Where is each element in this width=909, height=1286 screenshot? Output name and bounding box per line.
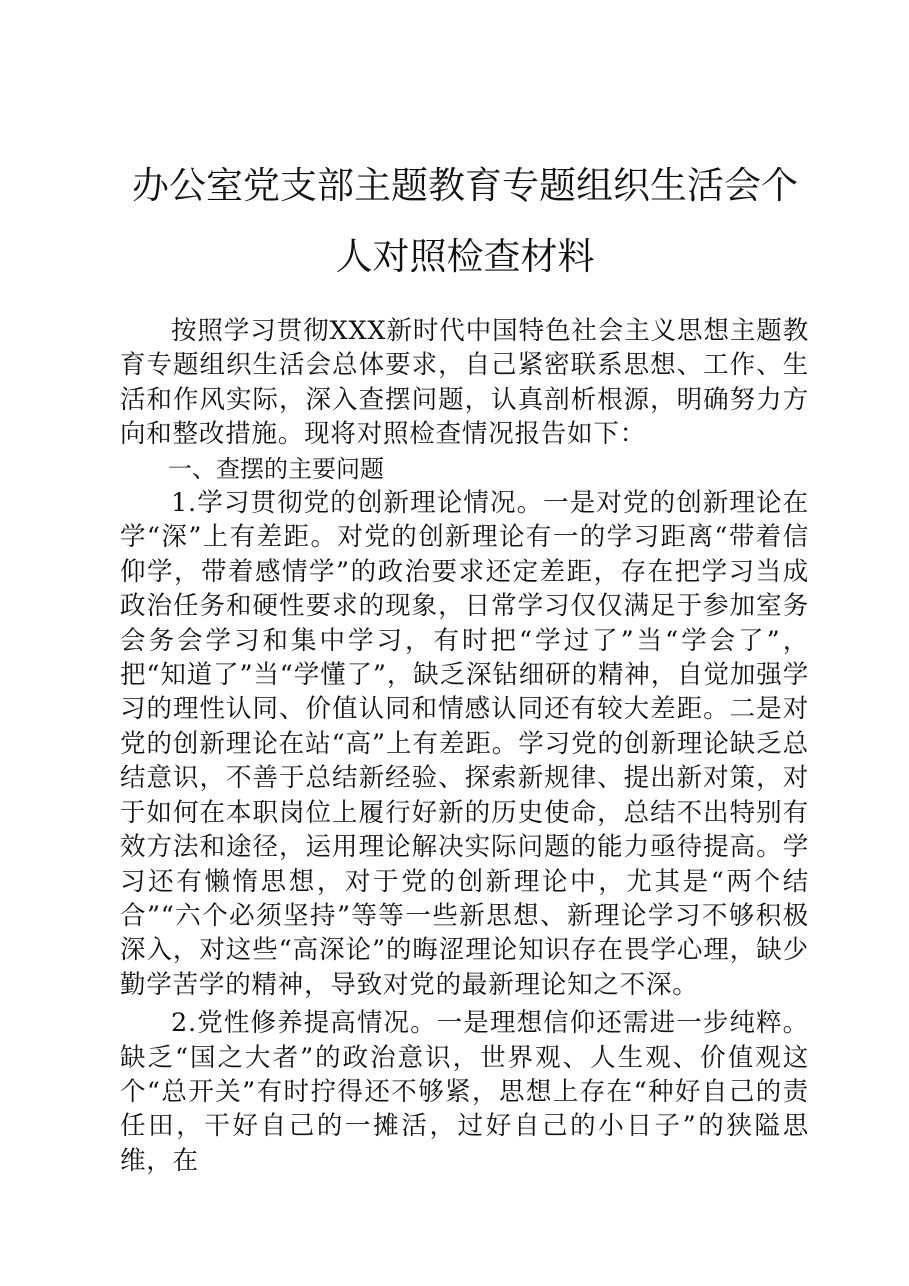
intro-paragraph: 按照学习贯彻XXX新时代中国特色社会主义思想主题教育专题组织生活会总体要求，自己紧密联系思想、工作、生活和作风实际，深入查摆问题，认真剖析根源，明确努力方向和整改措施。现将对照检查情况报告如下：: [120, 316, 809, 450]
section-heading-problems: 一、查摆的主要问题: [168, 454, 384, 483]
document-body: [120, 314, 809, 1178]
document-title: 办公室党支部主题教育专题组织生活会个人对照检查材料: [132, 164, 798, 278]
paragraph-party-spirit: 2.党性修养提高情况。一是理想信仰还需进一步纯粹。缺乏“国之大者”的政治意识，世界观、人生观、价值观这个“总开关”有时拧得还不够紧，思想上存在“种好自己的责任田，干好自己的一摊活，过好自己的小日子”的狭隘思维，在: [120, 1008, 809, 1176]
paragraph-theory-study: 1.学习贯彻党的创新理论情况。一是对党的创新理论在学“深”上有差距。对党的创新理论有一的学习距离“带着信仰学，带着感情学”的政治要求还定差距，存在把学习当成政治任务和硬性要求的现象，日常学习仅仅满足于参加室务会务会学习和集中学习，有时把“学过了”当“学会了”，把“知道了”当“学懂了”，缺乏深钻细研的精神，自觉加强学习的理性认同、价值认同和情感认同还有较大差距。二是对党的创新理论在站“高”上有差距。学习党的创新理论缺乏总结意识，不善于总结新经验、探索新规律、提出新对策，对于如何在本职岗位上履行好新的历史使命，总结不出特别有效方法和途径，运用理论解决实际问题的能力亟待提高。学习还有懒惰思想，对于党的创新理论中，尤其是“两个结合”“六个必须坚持”等等一些新思想、新理论学习不够积极深入，对这些“高深论”的晦涩理论知识存在畏学心理，缺少勤学苦学的精神，导致对党的最新理论知之不深。: [120, 488, 809, 1000]
